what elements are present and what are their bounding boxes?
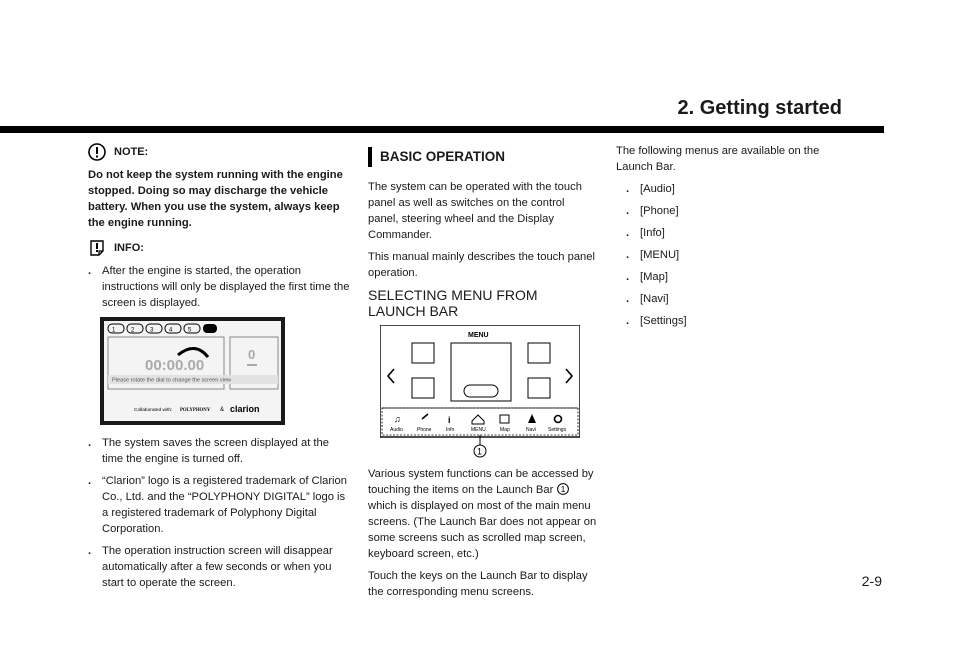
callout-number: 1 [477,446,483,457]
gear-label: 5 [188,327,192,334]
bullet-dot: . [88,265,92,277]
column-middle [368,143,598,606]
warning-icon [88,143,106,161]
info-bullet-text: “Clarion” logo is a registered trademark of Clarion Co., Ltd. and the “POLYPHONY DIGITAL” logo is a registered trademark of Polyphony Digital Corporation. [102,475,347,535]
bullet-dot: . [626,183,630,195]
list-item-text: [Settings] [640,315,687,327]
menu-title: MENU [468,332,489,339]
note-label: NOTE: [114,146,149,158]
polyphony-logo-text: POLYPHONY [180,408,211,413]
column-right [616,143,856,335]
info-label: INFO: [114,242,144,254]
info-bullet-text: The operation instruction screen will disappear automatically after a few seconds or when you start to operate the screen. [102,545,333,589]
info-header [88,239,350,257]
info-i-icon: i [448,415,451,425]
ampersand: & [220,407,225,413]
bullet-dot: . [626,293,630,305]
paragraph: The system can be operated with the touch panel as well as switches on the control panel, steering wheel and the Display Commander. [368,181,582,241]
info-bullet-text: The system saves the screen displayed at the time the engine is turned off. [102,437,329,465]
list-item [626,269,856,285]
launch-bar-label: Phone [417,427,432,433]
gear-label: 4 [169,327,173,334]
header-rule [0,126,884,133]
bullet-dot: . [626,249,630,261]
list-item [626,203,856,219]
music-note-icon: ♫ [394,414,401,424]
launch-bar-label: Navi [526,427,537,433]
paragraph-text: which is displayed on most of the main menu screens. (The Launch Bar does not appear on some screens such as scrolled map screen, keyboard screen, etc.) [368,500,597,560]
bullet-dot: . [626,205,630,217]
list-item-text: [Map] [640,271,668,283]
bullet-dot: . [626,315,630,327]
lap-clock: 00:00.00 [145,357,205,374]
note-header [88,143,350,161]
info-bullet-text: After the engine is started, the operation instructions will only be displayed the first time the screen is displayed. [102,265,350,309]
launch-bar-label: Map [500,427,510,433]
bullet-dot: . [88,475,92,487]
paragraph: Touch the keys on the Launch Bar to display the corresponding menu screens. [368,570,588,598]
list-item-text: [MENU] [640,249,680,261]
info-bullet [88,543,350,591]
paragraph: This manual mainly describes the touch panel operation. [368,251,595,279]
collaborated-text: Collaborated with: [134,408,173,413]
list-item [626,247,856,263]
info-bullet [88,435,350,467]
gear-label: 3 [150,327,154,334]
info-bullet [88,263,350,311]
launch-bar-label: Settings [548,427,567,433]
paragraph: The following menus are available on the Launch Bar. [616,145,820,173]
launch-bar-label: Info [446,427,455,433]
page-number: 2-9 [861,573,882,589]
section-heading [368,147,598,167]
column-left [88,143,350,597]
section-title: 2. Getting started [677,97,842,119]
gear-label: 1 [112,327,116,334]
launch-bar-menu-list [626,181,856,329]
bullet-dot: . [626,227,630,239]
list-item [626,313,856,329]
callout-ref-number: 1 [561,484,566,495]
list-item [626,291,856,307]
list-item-text: [Navi] [640,293,669,305]
bullet-dot: . [626,271,630,283]
launch-bar-label: MENU [471,427,486,433]
list-item [626,225,856,241]
heading-text: BASIC OPERATION [380,149,506,164]
list-item [626,181,856,197]
operation-instruction-screen-image [100,317,285,425]
subheading: SELECTING MENU FROM LAUNCH BAR [368,287,538,319]
speed-readout: 0 [248,347,256,362]
menu-screen-image [380,325,580,460]
bullet-dot: . [88,437,92,449]
rotate-dial-instruction: Please rotate the dial to change the screen view [112,377,232,384]
bullet-dot: . [88,545,92,557]
info-icon [88,239,106,257]
gear-label: 2 [131,327,135,334]
list-item-text: [Phone] [640,205,679,217]
note-text: Do not keep the system running with the engine stopped. Doing so may discharge the vehicle battery. When you use the system, always keep the engine running. [88,169,343,229]
paragraph [368,466,598,562]
list-item-text: [Info] [640,227,665,239]
paragraph-text: Various system functions can be accessed by touching the items on the Launch Bar [368,468,594,496]
callout-ref-icon [556,483,570,495]
clarion-logo-text: clarion [230,404,260,414]
list-item-text: [Audio] [640,183,675,195]
launch-bar-label: Audio [390,427,403,433]
info-bullet [88,473,350,537]
heading-bar [368,147,372,167]
